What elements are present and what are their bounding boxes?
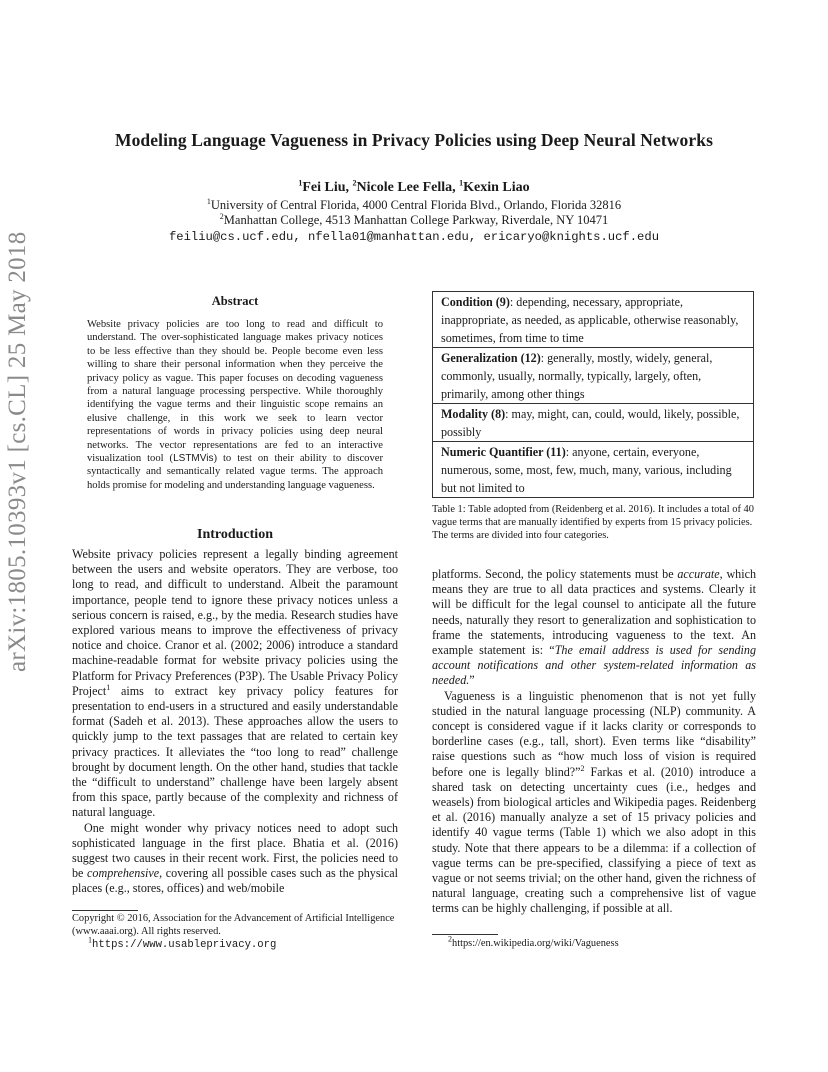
abstract-body bbox=[87, 318, 383, 492]
paragraph bbox=[72, 547, 398, 821]
paragraph bbox=[432, 567, 756, 689]
arxiv-stamp bbox=[4, 231, 52, 672]
affiliation-1 bbox=[0, 198, 828, 213]
abstract-text: Website privacy policies are too long to read and difficult to understand. The over-sophisticated language makes privacy notices to be less effective than they should be. People become even less willing to share their personal information when they perceive the privacy policy as vague. This paper focuses on decoding vagueness from a natural language processing perspective. While thoroughly identifying the vague terms and their linguistic scope remains an elusive challenge, in this work we seek to learn vector representations of words in privacy policies using deep neural networks. The vector representations are fed to an interactive visualization tool ( bbox=[87, 319, 383, 465]
table-cell bbox=[433, 292, 754, 348]
category-label: Condition (9) bbox=[441, 295, 510, 309]
left-column-body bbox=[72, 547, 398, 897]
paragraph-text: aims to extract key privacy policy features for presentation to end-users in a structured and easily understandable format (Sadeh et al. 2013). These approaches allow the users to quickly jump to the text passages that are related to certain key privacy practices. It alleviates the “too long to read” challenge brought by document length. On the other hand, studies that tackle the “difficult to understand” challenge have been largely absent from this space, partly because of the complexity and richness of natural language. bbox=[72, 683, 398, 820]
footnote-url: https://en.wikipedia.org/wiki/Vagueness bbox=[452, 938, 619, 949]
affiliation-mark: 1 bbox=[206, 196, 211, 206]
table-cell bbox=[433, 404, 754, 442]
abstract-heading: Abstract bbox=[211, 294, 259, 308]
footnote-mark: 2 bbox=[448, 934, 452, 944]
footnote-1 bbox=[88, 935, 277, 952]
right-column-body bbox=[432, 567, 756, 917]
author-list bbox=[0, 180, 828, 196]
author-affil-mark: 1 bbox=[459, 178, 464, 188]
category-terms: : depending, necessary, appropriate, inappropriate, as needed, as applicable, otherwise reasonably, sometimes, from time to time bbox=[441, 295, 739, 345]
footnote-2 bbox=[448, 934, 619, 951]
emphasis: accurate bbox=[677, 567, 720, 581]
author-name: Nicole Lee Fella, bbox=[356, 180, 460, 195]
tool-name: LSTMVis bbox=[173, 453, 214, 465]
footnote-mark: 2 bbox=[580, 763, 585, 773]
footnote-rule bbox=[432, 934, 498, 935]
paragraph-text: Farkas et al. (2010) introduce a shared task on detecting uncertainty cues (i.e., hedges and weasels) from biological articles and Wikipedia pages. Reidenberg et al. (2016) manually analyze a set of 15 privacy policies and identify 40 vague terms (Table 1) which we also adopt in this study. Note that there appears to be a dilemma: if a collection of vague terms can be pre-specified, classifying a piece of text as vague or not seems trivial; on the other hand, given the richness of natural language, creating such a comprehensive list of vague terms can be highly challenging, if possible at all. bbox=[432, 764, 756, 916]
copyright-notice: Copyright © 2016, Association for the Advancement of Artificial Intelligence (www.aaai.org). All rights reserved. bbox=[72, 913, 395, 937]
affiliation-text: University of Central Florida, 4000 Central Florida Blvd., Orlando, Florida 32816 bbox=[210, 198, 622, 212]
footnote-mark: 1 bbox=[88, 935, 92, 945]
category-label: Modality (8) bbox=[441, 407, 506, 421]
paragraph-text: One might wonder why privacy notices need to adopt such sophisticated language in the first place. Bhatia et al. (2016) suggest two causes in their recent work. First, the policies need to be bbox=[72, 820, 398, 881]
vague-terms-table bbox=[432, 291, 754, 498]
paragraph bbox=[72, 821, 398, 897]
table-row bbox=[433, 404, 754, 442]
emphasis: comprehensive bbox=[87, 866, 160, 881]
paragraph-text: , covering all possible cases such as the physical places (e.g., stores, offices) and web/mobile bbox=[72, 866, 398, 896]
paragraph-text: , which means they are true to all data practices and systems. Clearly it will be difficult for the legal counsel to anticipate all the future needs, naturally they resort to generalization and sophistication to frame the statements, introducing vagueness to the text. An example statement is: “ bbox=[432, 567, 756, 658]
table-cell bbox=[433, 348, 754, 404]
author-name: Kexin Liao bbox=[463, 180, 530, 195]
paragraph-text: Vagueness is a linguistic phenomenon that is not yet fully studied in the natural language processing (NLP) community. A concept is considered vague if it lacks clarity or corresponds to borderline cases (e.g., tall, short). Even terms like “disability” raise questions such as “how much loss of vision is required before one is legally blind?” bbox=[432, 688, 756, 779]
table-row bbox=[433, 442, 754, 498]
footnote-mark: 1 bbox=[106, 682, 111, 692]
footnote-url: https://www.usableprivacy.org bbox=[92, 939, 277, 951]
paragraph-text: ” bbox=[469, 673, 475, 688]
table-row bbox=[433, 292, 754, 348]
footnote-rule bbox=[72, 910, 138, 911]
paper-title: Modeling Language Vagueness in Privacy Policies using Deep Neural Networks bbox=[114, 130, 714, 150]
affiliation-text: Manhattan College, 4513 Manhattan College Parkway, Riverdale, NY 10471 bbox=[223, 213, 609, 227]
author-affil-mark: 1 bbox=[298, 178, 303, 188]
category-terms: : anyone, certain, everyone, numerous, some, most, few, much, many, various, including but not limited to bbox=[441, 445, 732, 495]
affiliation-2 bbox=[0, 213, 828, 228]
arxiv-stamp-text: arXiv:1805.10393v1 [cs.CL] 25 May 2018 bbox=[4, 231, 31, 672]
category-terms: : generally, mostly, widely, general, commonly, usually, normally, typically, largely, often, primarily, among other things bbox=[441, 351, 713, 401]
example-quote: The email address is used for sending account notifications and other system-related information as needed. bbox=[432, 643, 756, 688]
paragraph-text: platforms. Second, the policy statements must be bbox=[432, 567, 678, 581]
category-label: Generalization (12) bbox=[441, 351, 541, 365]
author-emails: feiliu@cs.ucf.edu, nfella01@manhattan.edu, ericaryo@knights.ucf.edu bbox=[168, 230, 660, 244]
paragraph-text: Website privacy policies represent a legally binding agreement between the users and website operators. They are verbose, too long to read, and difficult to understand. Albeit the paramount importance, people tend to ignore these privacy notices unless a serious concern is raised, e.g., by the media. Research studies have explored various means to improve the effectiveness of privacy notice and choice. Cranor et al. (2002; 2006) introduce a standard machine-readable format for website privacy policies using the Platform for Privacy Preferences (P3P). The Usable Privacy Policy Project bbox=[72, 547, 398, 698]
affiliation-mark: 2 bbox=[219, 211, 224, 221]
section-heading-introduction: Introduction bbox=[197, 527, 273, 542]
abstract-text: ) to test on their ability to discover syntactically and semantically related vague terms. The approach holds promise for modeling and understanding language vagueness. bbox=[87, 453, 383, 491]
author-name: Fei Liu, bbox=[302, 180, 353, 195]
category-terms: : may, might, can, could, would, likely, possible, possibly bbox=[441, 407, 740, 439]
table-cell bbox=[433, 442, 754, 498]
table-caption: Table 1: Table adopted from (Reidenberg et al. 2016). It includes a total of 40 vague terms that are manually identified by experts from 15 privacy policies. The terms are divided into four categories. bbox=[432, 504, 754, 541]
category-label: Numeric Quantifier (11) bbox=[441, 445, 566, 459]
table-row bbox=[433, 348, 754, 404]
author-affil-mark: 2 bbox=[352, 178, 357, 188]
paragraph bbox=[432, 689, 756, 917]
